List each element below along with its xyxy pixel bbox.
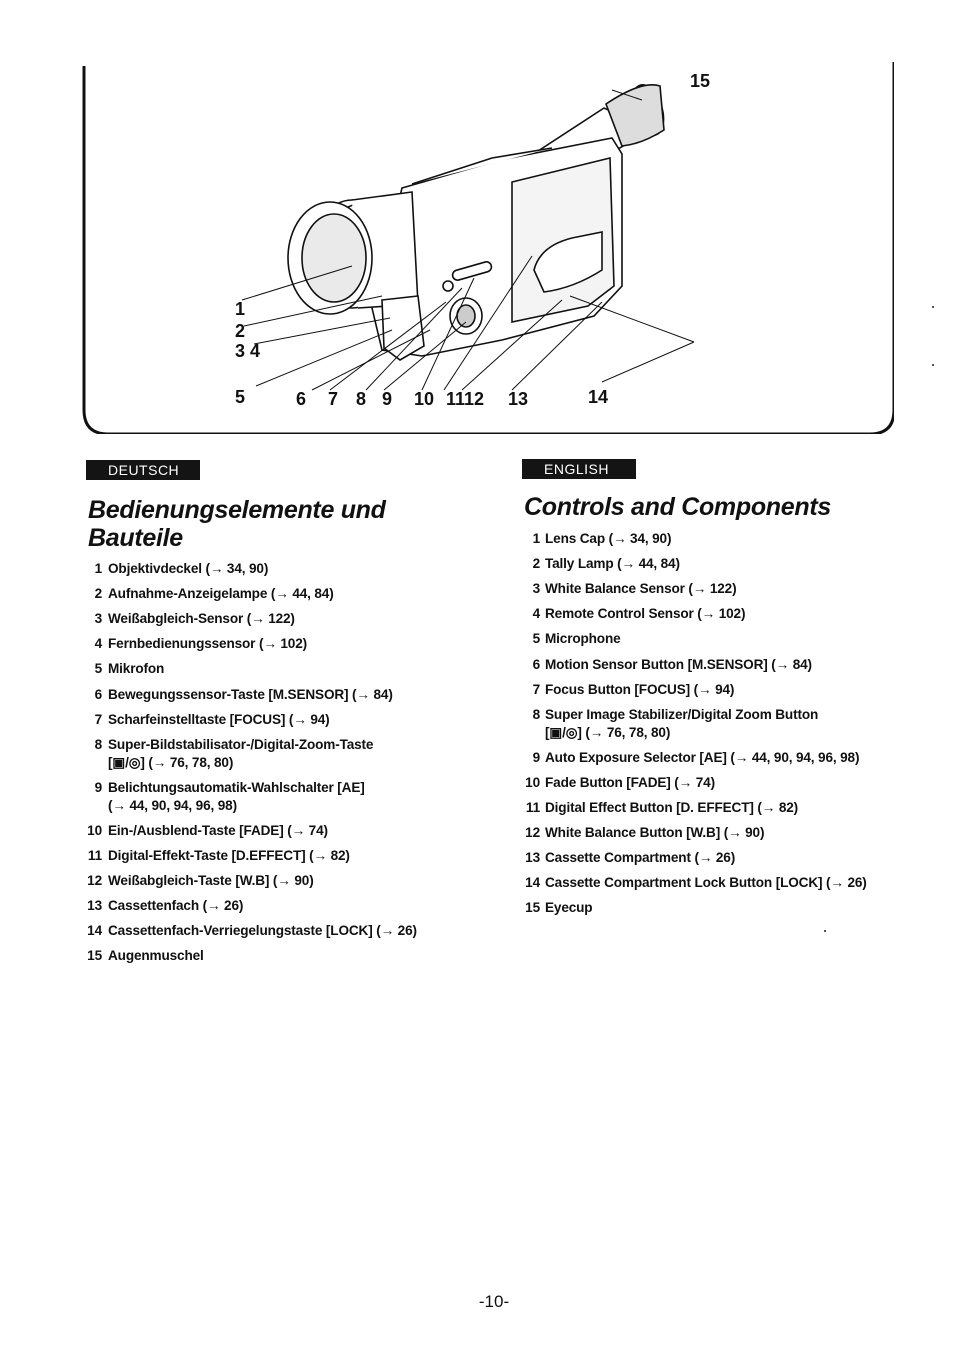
item-description: Cassettenfach-Verriegelungstaste [LOCK] (→ 26) [108, 923, 417, 939]
item-number: 13 [525, 850, 540, 866]
callout-14: 14 [588, 387, 609, 407]
item-number: 3 [94, 611, 102, 627]
callout-10: 10 [414, 389, 435, 409]
item-description: Weißabgleich-Sensor (→ 122) [108, 611, 295, 627]
item-description: White Balance Sensor (→ 122) [545, 581, 737, 597]
item-number: 11 [87, 848, 102, 863]
deutsch-heading [88, 496, 386, 552]
callout-13: 13 [508, 389, 529, 409]
scan-speck [932, 306, 934, 308]
item-number: 9 [94, 779, 102, 795]
item-number: 7 [94, 711, 102, 727]
item-description: Scharfeinstelltaste [FOCUS] (→ 94) [108, 711, 330, 727]
item-number: 2 [94, 586, 102, 602]
callout-2: 2 [235, 321, 246, 341]
item-number: 4 [532, 606, 540, 622]
item-description: Digital Effect Button [D. EFFECT] (→ 82) [545, 800, 799, 815]
camcorder-drawing [82, 60, 894, 434]
item-number: 7 [532, 681, 540, 697]
item-description: Super Image Stabilizer/Digital Zoom Button [545, 706, 819, 722]
callout-8: 8 [356, 389, 367, 409]
item-description: Lens Cap (→ 34, 90) [545, 531, 672, 546]
item-number: 2 [532, 556, 540, 572]
item-description: [▣/◎] (→ 76, 78, 80) [545, 724, 671, 740]
item-number: 11 [525, 800, 540, 815]
english-badge: ENGLISH [522, 459, 636, 479]
callout-3-4: 3 4 [235, 341, 261, 361]
item-number: 6 [94, 686, 102, 702]
item-number: 13 [87, 898, 102, 914]
callout-11-12: 1112 [446, 389, 485, 409]
item-description: Remote Control Sensor (→ 102) [545, 606, 746, 622]
scan-speck [824, 930, 826, 932]
item-description: Weißabgleich-Taste [W.B] (→ 90) [108, 873, 314, 889]
item-number: 8 [94, 736, 102, 752]
callout-7: 7 [328, 389, 339, 409]
item-number: 14 [525, 875, 540, 891]
item-description: Cassette Compartment Lock Button [LOCK] (→ 26) [545, 875, 867, 891]
item-number: 5 [94, 661, 102, 677]
item-number: 4 [94, 636, 102, 652]
callout-6: 6 [296, 389, 307, 409]
page-number: -10- [478, 1292, 510, 1311]
callout-9: 9 [382, 389, 393, 409]
item-number: 5 [532, 631, 540, 647]
item-description: Belichtungsautomatik-Wahlschalter [AE] [108, 779, 365, 795]
item-description: Super-Bildstabilisator-/Digital-Zoom-Taste [108, 736, 374, 752]
item-number: 1 [532, 531, 540, 546]
item-description: (→ 44, 90, 94, 96, 98) [108, 797, 237, 813]
deutsch-heading-line1: Bedienungselemente und [88, 496, 386, 524]
item-description: Digital-Effekt-Taste [D.EFFECT] (→ 82) [108, 848, 350, 863]
camcorder-illustration-frame [82, 60, 894, 434]
item-description: Microphone [545, 631, 621, 647]
item-description: Bewegungssensor-Taste [M.SENSOR] (→ 84) [108, 686, 393, 702]
item-number: 12 [87, 873, 102, 889]
item-number: 3 [532, 581, 540, 597]
item-number: 15 [87, 948, 102, 964]
item-description: Auto Exposure Selector [AE] (→ 44, 90, 94, 96, 98) [545, 749, 860, 765]
item-number: 9 [532, 749, 540, 765]
item-description: Ein-/Ausblend-Taste [FADE] (→ 74) [108, 822, 328, 838]
item-number: 8 [532, 706, 540, 722]
callout-5: 5 [235, 387, 246, 407]
item-description: Focus Button [FOCUS] (→ 94) [545, 681, 735, 697]
item-description: Tally Lamp (→ 44, 84) [545, 556, 680, 572]
item-description: Cassettenfach (→ 26) [108, 898, 244, 914]
item-description: [▣/◎] (→ 76, 78, 80) [108, 754, 234, 770]
item-description: Augenmuschel [108, 948, 204, 964]
item-number: 6 [532, 656, 540, 672]
item-number: 10 [87, 822, 102, 838]
deutsch-heading-line2: Bauteile [88, 524, 183, 552]
english-heading-line1: Controls and Components [524, 493, 831, 521]
item-number: 1 [94, 561, 102, 576]
item-description: Motion Sensor Button [M.SENSOR] (→ 84) [545, 656, 812, 672]
item-number: 12 [525, 825, 540, 841]
english-heading [524, 493, 831, 521]
item-description: Objektivdeckel (→ 34, 90) [108, 561, 269, 576]
item-description: Mikrofon [108, 661, 165, 677]
item-description: Fade Button [FADE] (→ 74) [545, 774, 715, 790]
item-number: 10 [525, 774, 540, 790]
item-description: Fernbedienungssensor (→ 102) [108, 636, 307, 652]
callout-15: 15 [690, 71, 711, 91]
item-description: Cassette Compartment (→ 26) [545, 850, 736, 866]
item-number: 15 [525, 900, 540, 916]
deutsch-badge: DEUTSCH [86, 460, 200, 480]
scan-speck [932, 364, 934, 366]
callout-1: 1 [235, 299, 246, 319]
item-number: 14 [87, 923, 102, 939]
item-description: Aufnahme-Anzeigelampe (→ 44, 84) [108, 586, 334, 602]
item-description: Eyecup [545, 900, 593, 916]
item-description: White Balance Button [W.B] (→ 90) [545, 825, 765, 841]
